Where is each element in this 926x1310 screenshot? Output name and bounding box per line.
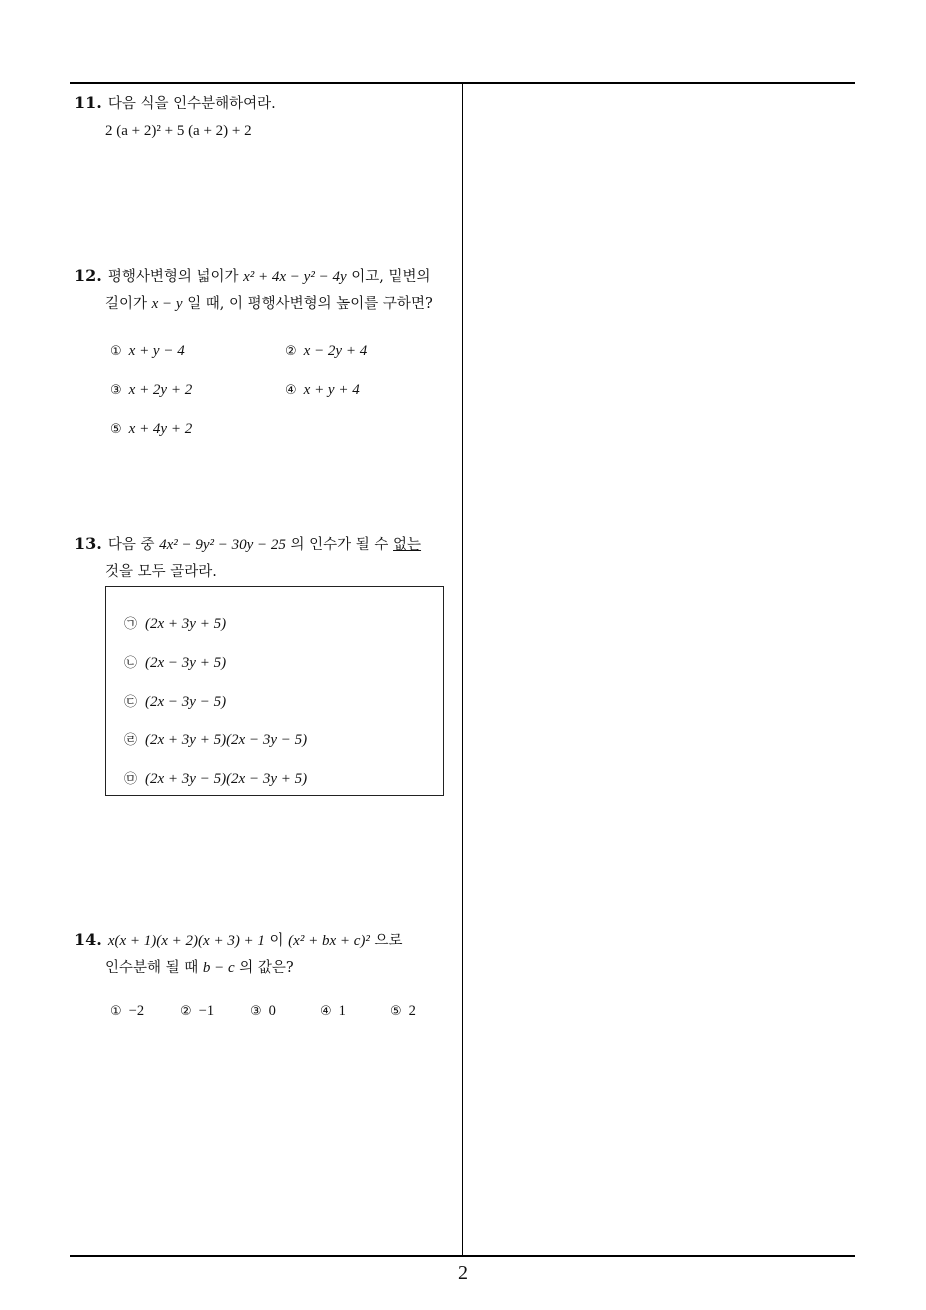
q13-options-box bbox=[105, 586, 444, 796]
math-expression: (x² + bx + c)² bbox=[288, 933, 370, 949]
choice-text: x + y + 4 bbox=[303, 382, 360, 398]
q12-choice-3[interactable] bbox=[110, 382, 192, 399]
q14-choice-4[interactable] bbox=[320, 1003, 346, 1020]
question-text: 일 때, 이 평행사변형의 높이를 구하면? bbox=[187, 296, 433, 312]
question-11 bbox=[74, 89, 459, 145]
choice-text: 1 bbox=[338, 1003, 346, 1019]
choice-mark: ② bbox=[180, 1004, 192, 1019]
q13-option-3[interactable] bbox=[124, 691, 226, 711]
choice-text: x + 2y + 2 bbox=[128, 382, 193, 398]
question-13-line-1 bbox=[74, 530, 459, 559]
choice-mark: ④ bbox=[285, 383, 297, 398]
choice-mark: ③ bbox=[250, 1004, 262, 1019]
choice-mark: ③ bbox=[110, 383, 122, 398]
option-mark: ㉡ bbox=[124, 656, 138, 671]
q13-option-4[interactable] bbox=[124, 729, 307, 749]
q14-choice-1[interactable] bbox=[110, 1003, 144, 1020]
option-text: (2x − 3y + 5) bbox=[145, 655, 227, 671]
question-text: 이 bbox=[269, 933, 284, 949]
choice-text: −2 bbox=[128, 1003, 145, 1019]
option-text: (2x − 3y − 5) bbox=[145, 694, 227, 710]
math-expression: x − y bbox=[151, 296, 183, 312]
math-expression: b − c bbox=[202, 960, 235, 976]
choice-text: x + 4y + 2 bbox=[128, 421, 193, 437]
q13-option-1[interactable] bbox=[124, 613, 226, 633]
question-text: 다음 식을 인수분해하여라. bbox=[107, 96, 276, 112]
question-12-line-1 bbox=[74, 262, 459, 291]
question-text: 인수분해 될 때 bbox=[105, 960, 199, 976]
question-14-line-1 bbox=[74, 926, 459, 955]
choice-mark: ① bbox=[110, 1004, 122, 1019]
column-divider bbox=[462, 82, 463, 1256]
question-14 bbox=[74, 926, 459, 982]
math-expression: 4x² − 9y² − 30y − 25 bbox=[159, 537, 286, 553]
q12-choice-5[interactable] bbox=[110, 421, 192, 438]
underlined-text: 없는 bbox=[393, 537, 422, 553]
option-text: (2x + 3y + 5)(2x − 3y − 5) bbox=[145, 732, 308, 748]
q14-choice-3[interactable] bbox=[250, 1003, 276, 1020]
q12-choice-1[interactable] bbox=[110, 343, 185, 360]
q13-option-2[interactable] bbox=[124, 652, 226, 672]
choice-mark: ⑤ bbox=[390, 1004, 402, 1019]
math-expression: x² + 4x − y² − 4y bbox=[243, 269, 347, 285]
question-text: 다음 중 bbox=[107, 537, 155, 553]
option-mark: ㉢ bbox=[124, 695, 138, 710]
question-11-prompt-line bbox=[74, 89, 459, 118]
question-text: 이고, 밑변의 bbox=[351, 269, 431, 285]
choice-mark: ⑤ bbox=[110, 422, 122, 437]
q12-choice-2[interactable] bbox=[285, 343, 367, 360]
question-11-expression: 2 (a + 2)² + 5 (a + 2) + 2 bbox=[105, 123, 252, 139]
question-text: 길이가 bbox=[105, 296, 148, 312]
q14-choice-5[interactable] bbox=[390, 1003, 416, 1020]
choice-mark: ① bbox=[110, 344, 122, 359]
question-13 bbox=[74, 530, 459, 586]
q12-choice-4[interactable] bbox=[285, 382, 360, 399]
question-13-line-2: 것을 모두 골라라. bbox=[105, 564, 217, 580]
choice-text: 0 bbox=[268, 1003, 276, 1019]
choice-text: 2 bbox=[408, 1003, 416, 1019]
math-expression: x(x + 1)(x + 2)(x + 3) + 1 bbox=[107, 933, 265, 949]
option-mark: ㉠ bbox=[124, 617, 138, 632]
question-number: 12. bbox=[74, 266, 102, 285]
q14-choice-2[interactable] bbox=[180, 1003, 214, 1020]
choice-mark: ② bbox=[285, 344, 297, 359]
option-mark: ㉣ bbox=[124, 733, 138, 748]
choice-text: x + y − 4 bbox=[128, 343, 185, 359]
question-text: 평행사변형의 넓이가 bbox=[107, 269, 239, 285]
q13-option-5[interactable] bbox=[124, 768, 307, 788]
question-text: 의 값은? bbox=[239, 960, 294, 976]
option-mark: ㉤ bbox=[124, 772, 138, 787]
question-text: 으로 bbox=[374, 933, 403, 949]
question-14-line-2 bbox=[74, 955, 459, 982]
question-12-line-2 bbox=[74, 291, 459, 318]
option-text: (2x + 3y − 5)(2x − 3y + 5) bbox=[145, 771, 308, 787]
question-number: 13. bbox=[74, 534, 102, 553]
question-number: 14. bbox=[74, 930, 102, 949]
option-text: (2x + 3y + 5) bbox=[145, 616, 227, 632]
question-number: 11. bbox=[74, 93, 102, 112]
choice-mark: ④ bbox=[320, 1004, 332, 1019]
choice-text: x − 2y + 4 bbox=[303, 343, 368, 359]
question-text: 의 인수가 될 수 bbox=[290, 537, 389, 553]
question-12 bbox=[74, 262, 459, 318]
page-number: 2 bbox=[458, 1262, 468, 1284]
bottom-rule bbox=[70, 1255, 855, 1257]
choice-text: −1 bbox=[198, 1003, 215, 1019]
